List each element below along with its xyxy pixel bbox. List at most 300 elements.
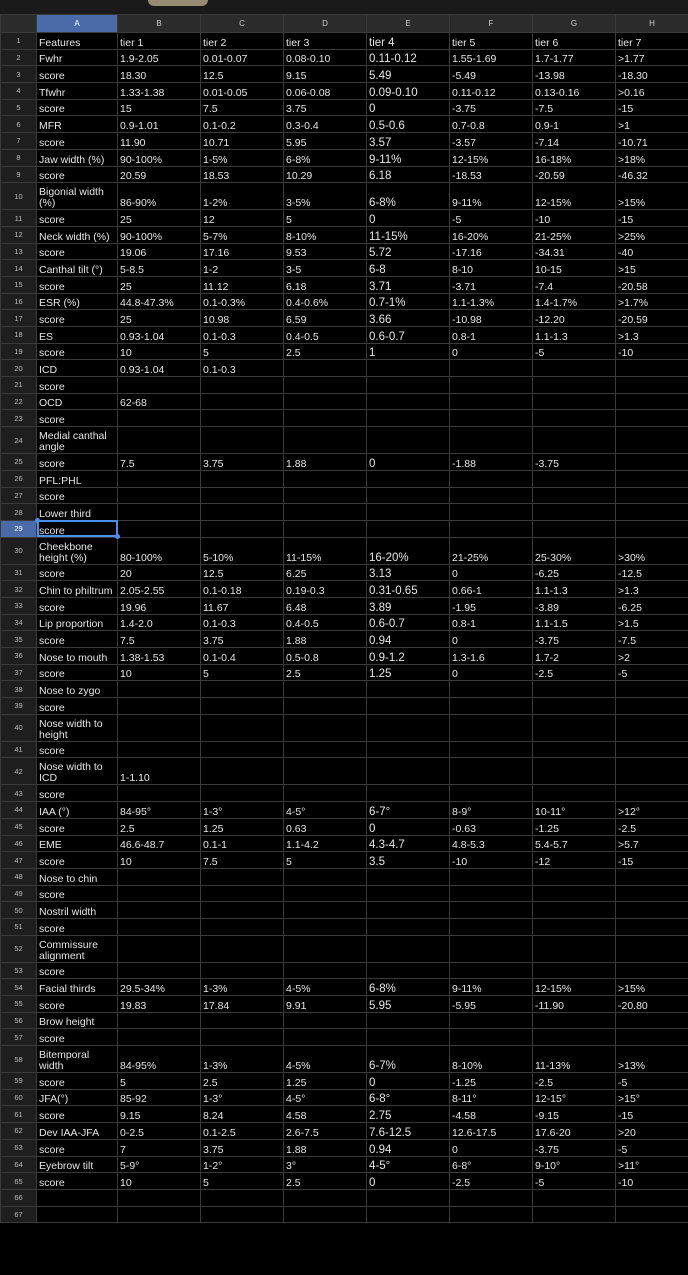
- cell-g32[interactable]: 1.1-1.3: [533, 581, 616, 598]
- cell-a6[interactable]: MFR: [37, 116, 118, 133]
- cell-d62[interactable]: 2.6-7.5: [284, 1123, 367, 1140]
- cell-d22[interactable]: [284, 393, 367, 410]
- cell-a35[interactable]: score: [37, 631, 118, 648]
- cell-d38[interactable]: [284, 681, 367, 698]
- cell-g5[interactable]: -7.5: [533, 99, 616, 116]
- cell-h16[interactable]: >1.7%: [616, 293, 688, 310]
- row-header[interactable]: 25: [1, 454, 37, 471]
- cell-g58[interactable]: 11-13%: [533, 1046, 616, 1073]
- cell-h30[interactable]: >30%: [616, 537, 688, 564]
- cell-d3[interactable]: 9.15: [284, 66, 367, 83]
- cell-b22[interactable]: 62-68: [118, 393, 201, 410]
- cell-e36[interactable]: 0.9-1.2: [367, 648, 450, 665]
- cell-b58[interactable]: 84-95%: [118, 1046, 201, 1073]
- cell-a8[interactable]: Jaw width (%): [37, 149, 118, 166]
- cell-d59[interactable]: 1.25: [284, 1073, 367, 1090]
- cell-a58[interactable]: Bitemporal width: [37, 1046, 118, 1073]
- cell-b49[interactable]: [118, 885, 201, 902]
- row-header[interactable]: 4: [1, 83, 37, 100]
- row-header[interactable]: 58: [1, 1046, 37, 1073]
- cell-a66[interactable]: [37, 1189, 118, 1206]
- row-header[interactable]: 46: [1, 835, 37, 852]
- cell-g41[interactable]: [533, 741, 616, 758]
- cell-h7[interactable]: -10.71: [616, 133, 688, 150]
- cell-d32[interactable]: 0.19-0.3: [284, 581, 367, 598]
- cell-g55[interactable]: -11.90: [533, 996, 616, 1013]
- cell-h5[interactable]: -15: [616, 99, 688, 116]
- cell-g26[interactable]: [533, 470, 616, 487]
- cell-b56[interactable]: [118, 1012, 201, 1029]
- row-header[interactable]: 12: [1, 226, 37, 243]
- cell-b59[interactable]: 5: [118, 1073, 201, 1090]
- row-header[interactable]: 55: [1, 996, 37, 1013]
- cell-e21[interactable]: [367, 377, 450, 394]
- cell-f11[interactable]: -5: [450, 210, 533, 227]
- row-header[interactable]: 14: [1, 260, 37, 277]
- cell-h39[interactable]: [616, 698, 688, 715]
- cell-a54[interactable]: Facial thirds: [37, 979, 118, 996]
- row-header[interactable]: 28: [1, 504, 37, 521]
- cell-e7[interactable]: 3.57: [367, 133, 450, 150]
- cell-g4[interactable]: 0.13-0.16: [533, 83, 616, 100]
- cell-g15[interactable]: -7.4: [533, 276, 616, 293]
- cell-a36[interactable]: Nose to mouth: [37, 648, 118, 665]
- cell-f45[interactable]: -0.63: [450, 818, 533, 835]
- cell-h55[interactable]: -20.80: [616, 996, 688, 1013]
- cell-c63[interactable]: 3.75: [201, 1139, 284, 1156]
- cell-g20[interactable]: [533, 360, 616, 377]
- cell-b63[interactable]: 7: [118, 1139, 201, 1156]
- cell-c28[interactable]: [201, 504, 284, 521]
- cell-d63[interactable]: 1.88: [284, 1139, 367, 1156]
- cell-c55[interactable]: 17.84: [201, 996, 284, 1013]
- cell-c14[interactable]: 1-2: [201, 260, 284, 277]
- cell-b27[interactable]: [118, 487, 201, 504]
- cell-g51[interactable]: [533, 918, 616, 935]
- cell-h54[interactable]: >15%: [616, 979, 688, 996]
- cell-g59[interactable]: -2.5: [533, 1073, 616, 1090]
- cell-h8[interactable]: >18%: [616, 149, 688, 166]
- cell-g30[interactable]: 25-30%: [533, 537, 616, 564]
- cell-a19[interactable]: score: [37, 343, 118, 360]
- cell-e56[interactable]: [367, 1012, 450, 1029]
- cell-f17[interactable]: -10.98: [450, 310, 533, 327]
- cell-h46[interactable]: >5.7: [616, 835, 688, 852]
- cell-e30[interactable]: 16-20%: [367, 537, 450, 564]
- cell-f25[interactable]: -1.88: [450, 454, 533, 471]
- cell-c17[interactable]: 10.98: [201, 310, 284, 327]
- cell-d66[interactable]: [284, 1189, 367, 1206]
- cell-e32[interactable]: 0.31-0.65: [367, 581, 450, 598]
- cell-b1[interactable]: tier 1: [118, 33, 201, 50]
- cell-a27[interactable]: score: [37, 487, 118, 504]
- cell-h44[interactable]: >12°: [616, 802, 688, 819]
- cell-d53[interactable]: [284, 962, 367, 979]
- cell-c33[interactable]: 11.67: [201, 597, 284, 614]
- cell-h35[interactable]: -7.5: [616, 631, 688, 648]
- cell-a60[interactable]: JFA(°): [37, 1089, 118, 1106]
- cell-e8[interactable]: 9-11%: [367, 149, 450, 166]
- cell-b37[interactable]: 10: [118, 664, 201, 681]
- cell-c4[interactable]: 0.01-0.05: [201, 83, 284, 100]
- row-header[interactable]: 3: [1, 66, 37, 83]
- row-header[interactable]: 45: [1, 818, 37, 835]
- cell-c62[interactable]: 0.1-2.5: [201, 1123, 284, 1140]
- cell-g33[interactable]: -3.89: [533, 597, 616, 614]
- cell-f53[interactable]: [450, 962, 533, 979]
- cell-c1[interactable]: tier 2: [201, 33, 284, 50]
- cell-a48[interactable]: Nose to chin: [37, 868, 118, 885]
- cell-e38[interactable]: [367, 681, 450, 698]
- cell-a12[interactable]: Neck width (%): [37, 226, 118, 243]
- row-header[interactable]: 40: [1, 714, 37, 741]
- cell-b65[interactable]: 10: [118, 1173, 201, 1190]
- cell-c65[interactable]: 5: [201, 1173, 284, 1190]
- cell-d33[interactable]: 6.48: [284, 597, 367, 614]
- cell-b25[interactable]: 7.5: [118, 454, 201, 471]
- cell-d26[interactable]: [284, 470, 367, 487]
- cell-h40[interactable]: [616, 714, 688, 741]
- row-header[interactable]: 9: [1, 166, 37, 183]
- cell-g27[interactable]: [533, 487, 616, 504]
- cell-e52[interactable]: [367, 935, 450, 962]
- cell-f60[interactable]: 8-11°: [450, 1089, 533, 1106]
- row-header[interactable]: 30: [1, 537, 37, 564]
- cell-h21[interactable]: [616, 377, 688, 394]
- cell-b41[interactable]: [118, 741, 201, 758]
- cell-f7[interactable]: -3.57: [450, 133, 533, 150]
- cell-d34[interactable]: 0.4-0.5: [284, 614, 367, 631]
- cell-h23[interactable]: [616, 410, 688, 427]
- cell-f6[interactable]: 0.7-0.8: [450, 116, 533, 133]
- cell-e1[interactable]: tier 4: [367, 33, 450, 50]
- cell-f15[interactable]: -3.71: [450, 276, 533, 293]
- cell-h65[interactable]: -10: [616, 1173, 688, 1190]
- cell-b46[interactable]: 46.6-48.7: [118, 835, 201, 852]
- row-header[interactable]: 20: [1, 360, 37, 377]
- cell-h1[interactable]: tier 7: [616, 33, 688, 50]
- cell-f47[interactable]: -10: [450, 852, 533, 869]
- cell-c51[interactable]: [201, 918, 284, 935]
- cell-f42[interactable]: [450, 758, 533, 785]
- cell-h29[interactable]: [616, 520, 688, 537]
- cell-b40[interactable]: [118, 714, 201, 741]
- cell-b39[interactable]: [118, 698, 201, 715]
- cell-g28[interactable]: [533, 504, 616, 521]
- row-header[interactable]: 31: [1, 564, 37, 581]
- row-header[interactable]: 19: [1, 343, 37, 360]
- cell-e59[interactable]: 0: [367, 1073, 450, 1090]
- row-header[interactable]: 44: [1, 802, 37, 819]
- cell-d27[interactable]: [284, 487, 367, 504]
- cell-a43[interactable]: score: [37, 785, 118, 802]
- cell-h26[interactable]: [616, 470, 688, 487]
- cell-c58[interactable]: 1-3%: [201, 1046, 284, 1073]
- cell-d5[interactable]: 3.75: [284, 99, 367, 116]
- cell-e61[interactable]: 2.75: [367, 1106, 450, 1123]
- cell-g50[interactable]: [533, 902, 616, 919]
- cell-a42[interactable]: Nose width to ICD: [37, 758, 118, 785]
- cell-c41[interactable]: [201, 741, 284, 758]
- cell-e40[interactable]: [367, 714, 450, 741]
- cell-c50[interactable]: [201, 902, 284, 919]
- row-header[interactable]: 6: [1, 116, 37, 133]
- cell-h24[interactable]: [616, 427, 688, 454]
- cell-c39[interactable]: [201, 698, 284, 715]
- cell-c38[interactable]: [201, 681, 284, 698]
- cell-c67[interactable]: [201, 1206, 284, 1223]
- cell-e24[interactable]: [367, 427, 450, 454]
- cell-g3[interactable]: -13.98: [533, 66, 616, 83]
- cell-a41[interactable]: score: [37, 741, 118, 758]
- row-header[interactable]: 17: [1, 310, 37, 327]
- cell-e17[interactable]: 3.66: [367, 310, 450, 327]
- cell-b26[interactable]: [118, 470, 201, 487]
- cell-f44[interactable]: 8-9°: [450, 802, 533, 819]
- cell-c46[interactable]: 0.1-1: [201, 835, 284, 852]
- cell-e66[interactable]: [367, 1189, 450, 1206]
- cell-d40[interactable]: [284, 714, 367, 741]
- cell-g45[interactable]: -1.25: [533, 818, 616, 835]
- cell-c6[interactable]: 0.1-0.2: [201, 116, 284, 133]
- cell-e51[interactable]: [367, 918, 450, 935]
- cell-d39[interactable]: [284, 698, 367, 715]
- cell-c29[interactable]: [201, 520, 284, 537]
- row-header[interactable]: 43: [1, 785, 37, 802]
- cell-a13[interactable]: score: [37, 243, 118, 260]
- cell-c61[interactable]: 8.24: [201, 1106, 284, 1123]
- cell-h52[interactable]: [616, 935, 688, 962]
- cell-a44[interactable]: IAA (°): [37, 802, 118, 819]
- cell-a24[interactable]: Medial canthal angle: [37, 427, 118, 454]
- row-header[interactable]: 5: [1, 99, 37, 116]
- cell-f52[interactable]: [450, 935, 533, 962]
- cell-b66[interactable]: [118, 1189, 201, 1206]
- cell-f26[interactable]: [450, 470, 533, 487]
- cell-h43[interactable]: [616, 785, 688, 802]
- row-header[interactable]: 23: [1, 410, 37, 427]
- row-header[interactable]: 35: [1, 631, 37, 648]
- cell-h32[interactable]: >1.3: [616, 581, 688, 598]
- cell-b60[interactable]: 85-92: [118, 1089, 201, 1106]
- cell-b50[interactable]: [118, 902, 201, 919]
- cell-c12[interactable]: 5-7%: [201, 226, 284, 243]
- cell-a34[interactable]: Lip proportion: [37, 614, 118, 631]
- cell-g13[interactable]: -34.31: [533, 243, 616, 260]
- row-header[interactable]: 50: [1, 902, 37, 919]
- cell-d15[interactable]: 6.18: [284, 276, 367, 293]
- cell-g9[interactable]: -20.59: [533, 166, 616, 183]
- cell-g31[interactable]: -6.25: [533, 564, 616, 581]
- cell-c48[interactable]: [201, 868, 284, 885]
- cell-d57[interactable]: [284, 1029, 367, 1046]
- row-header[interactable]: 41: [1, 741, 37, 758]
- cell-a32[interactable]: Chin to philtrum: [37, 581, 118, 598]
- row-header[interactable]: 21: [1, 377, 37, 394]
- cell-g65[interactable]: -5: [533, 1173, 616, 1190]
- cell-b13[interactable]: 19.06: [118, 243, 201, 260]
- cell-d19[interactable]: 2.5: [284, 343, 367, 360]
- row-header[interactable]: 65: [1, 1173, 37, 1190]
- cell-a28[interactable]: Lower third: [37, 504, 118, 521]
- cell-h38[interactable]: [616, 681, 688, 698]
- cell-e13[interactable]: 5.72: [367, 243, 450, 260]
- cell-a30[interactable]: Cheekbone height (%): [37, 537, 118, 564]
- cell-b24[interactable]: [118, 427, 201, 454]
- cell-g24[interactable]: [533, 427, 616, 454]
- cell-a1[interactable]: Features: [37, 33, 118, 50]
- cell-d49[interactable]: [284, 885, 367, 902]
- column-header-e[interactable]: E: [367, 15, 450, 33]
- cell-a10[interactable]: Bigonial width (%): [37, 183, 118, 210]
- cell-a53[interactable]: score: [37, 962, 118, 979]
- cell-f67[interactable]: [450, 1206, 533, 1223]
- cell-a65[interactable]: score: [37, 1173, 118, 1190]
- cell-d9[interactable]: 10.29: [284, 166, 367, 183]
- cell-h59[interactable]: -5: [616, 1073, 688, 1090]
- cell-a57[interactable]: score: [37, 1029, 118, 1046]
- cell-b53[interactable]: [118, 962, 201, 979]
- cell-d14[interactable]: 3-5: [284, 260, 367, 277]
- cell-g6[interactable]: 0.9-1: [533, 116, 616, 133]
- row-header[interactable]: 24: [1, 427, 37, 454]
- cell-d1[interactable]: tier 3: [284, 33, 367, 50]
- cell-g21[interactable]: [533, 377, 616, 394]
- cell-g39[interactable]: [533, 698, 616, 715]
- cell-f63[interactable]: 0: [450, 1139, 533, 1156]
- cell-b15[interactable]: 25: [118, 276, 201, 293]
- cell-b12[interactable]: 90-100%: [118, 226, 201, 243]
- cell-a22[interactable]: OCD: [37, 393, 118, 410]
- cell-g67[interactable]: [533, 1206, 616, 1223]
- cell-f64[interactable]: 6-8°: [450, 1156, 533, 1173]
- cell-e50[interactable]: [367, 902, 450, 919]
- cell-b20[interactable]: 0.93-1.04: [118, 360, 201, 377]
- cell-c59[interactable]: 2.5: [201, 1073, 284, 1090]
- row-header[interactable]: 16: [1, 293, 37, 310]
- cell-c42[interactable]: [201, 758, 284, 785]
- cell-b42[interactable]: 1-1.10: [118, 758, 201, 785]
- cell-d21[interactable]: [284, 377, 367, 394]
- cell-e54[interactable]: 6-8%: [367, 979, 450, 996]
- cell-b8[interactable]: 90-100%: [118, 149, 201, 166]
- cell-g2[interactable]: 1.7-1.77: [533, 49, 616, 66]
- cell-b2[interactable]: 1.9-2.05: [118, 49, 201, 66]
- cell-c57[interactable]: [201, 1029, 284, 1046]
- cell-a45[interactable]: score: [37, 818, 118, 835]
- cell-e27[interactable]: [367, 487, 450, 504]
- cell-h15[interactable]: -20.58: [616, 276, 688, 293]
- cell-d58[interactable]: 4-5%: [284, 1046, 367, 1073]
- cell-h63[interactable]: -5: [616, 1139, 688, 1156]
- cell-h9[interactable]: -46.32: [616, 166, 688, 183]
- cell-b34[interactable]: 1.4-2.0: [118, 614, 201, 631]
- cell-g10[interactable]: 12-15%: [533, 183, 616, 210]
- cell-h28[interactable]: [616, 504, 688, 521]
- cell-f39[interactable]: [450, 698, 533, 715]
- cell-b29[interactable]: [118, 520, 201, 537]
- cell-b57[interactable]: [118, 1029, 201, 1046]
- cell-b64[interactable]: 5-9°: [118, 1156, 201, 1173]
- cell-f5[interactable]: -3.75: [450, 99, 533, 116]
- cell-c54[interactable]: 1-3%: [201, 979, 284, 996]
- cell-a50[interactable]: Nostril width: [37, 902, 118, 919]
- cell-a16[interactable]: ESR (%): [37, 293, 118, 310]
- cell-d17[interactable]: 6.59: [284, 310, 367, 327]
- cell-a59[interactable]: score: [37, 1073, 118, 1090]
- cell-d54[interactable]: 4-5%: [284, 979, 367, 996]
- cell-g61[interactable]: -9.15: [533, 1106, 616, 1123]
- cell-c20[interactable]: 0.1-0.3: [201, 360, 284, 377]
- cell-g53[interactable]: [533, 962, 616, 979]
- cell-f12[interactable]: 16-20%: [450, 226, 533, 243]
- cell-b4[interactable]: 1.33-1.38: [118, 83, 201, 100]
- cell-f57[interactable]: [450, 1029, 533, 1046]
- cell-e19[interactable]: 1: [367, 343, 450, 360]
- cell-d10[interactable]: 3-5%: [284, 183, 367, 210]
- cell-e29[interactable]: [367, 520, 450, 537]
- cell-c40[interactable]: [201, 714, 284, 741]
- column-header-g[interactable]: G: [533, 15, 616, 33]
- cell-b23[interactable]: [118, 410, 201, 427]
- cell-a4[interactable]: Tfwhr: [37, 83, 118, 100]
- cell-b45[interactable]: 2.5: [118, 818, 201, 835]
- cell-b6[interactable]: 0.9-1.01: [118, 116, 201, 133]
- cell-g42[interactable]: [533, 758, 616, 785]
- cell-a47[interactable]: score: [37, 852, 118, 869]
- cell-f13[interactable]: -17.16: [450, 243, 533, 260]
- cell-d51[interactable]: [284, 918, 367, 935]
- row-header[interactable]: 1: [1, 33, 37, 50]
- cell-h2[interactable]: >1.77: [616, 49, 688, 66]
- cell-g44[interactable]: 10-11°: [533, 802, 616, 819]
- cell-h11[interactable]: -15: [616, 210, 688, 227]
- cell-h4[interactable]: >0.16: [616, 83, 688, 100]
- cell-g1[interactable]: tier 6: [533, 33, 616, 50]
- cell-g18[interactable]: 1.1-1.3: [533, 327, 616, 344]
- row-header[interactable]: 63: [1, 1139, 37, 1156]
- cell-c2[interactable]: 0.01-0.07: [201, 49, 284, 66]
- cell-c52[interactable]: [201, 935, 284, 962]
- cell-f19[interactable]: 0: [450, 343, 533, 360]
- row-header[interactable]: 26: [1, 470, 37, 487]
- cell-d43[interactable]: [284, 785, 367, 802]
- cell-f30[interactable]: 21-25%: [450, 537, 533, 564]
- cell-c24[interactable]: [201, 427, 284, 454]
- cell-d29[interactable]: [284, 520, 367, 537]
- cell-b44[interactable]: 84-95°: [118, 802, 201, 819]
- cell-f21[interactable]: [450, 377, 533, 394]
- cell-a29[interactable]: score: [37, 520, 118, 537]
- cell-e46[interactable]: 4.3-4.7: [367, 835, 450, 852]
- cell-a33[interactable]: score: [37, 597, 118, 614]
- cell-e15[interactable]: 3.71: [367, 276, 450, 293]
- row-header[interactable]: 48: [1, 868, 37, 885]
- cell-e49[interactable]: [367, 885, 450, 902]
- cell-h45[interactable]: -2.5: [616, 818, 688, 835]
- cell-b14[interactable]: 5-8.5: [118, 260, 201, 277]
- cell-e62[interactable]: 7.6-12.5: [367, 1123, 450, 1140]
- row-header[interactable]: 64: [1, 1156, 37, 1173]
- cell-e47[interactable]: 3.5: [367, 852, 450, 869]
- cell-h42[interactable]: [616, 758, 688, 785]
- cell-a38[interactable]: Nose to zygo: [37, 681, 118, 698]
- cell-d8[interactable]: 6-8%: [284, 149, 367, 166]
- cell-f4[interactable]: 0.11-0.12: [450, 83, 533, 100]
- cell-g56[interactable]: [533, 1012, 616, 1029]
- cell-c60[interactable]: 1-3°: [201, 1089, 284, 1106]
- cell-a21[interactable]: score: [37, 377, 118, 394]
